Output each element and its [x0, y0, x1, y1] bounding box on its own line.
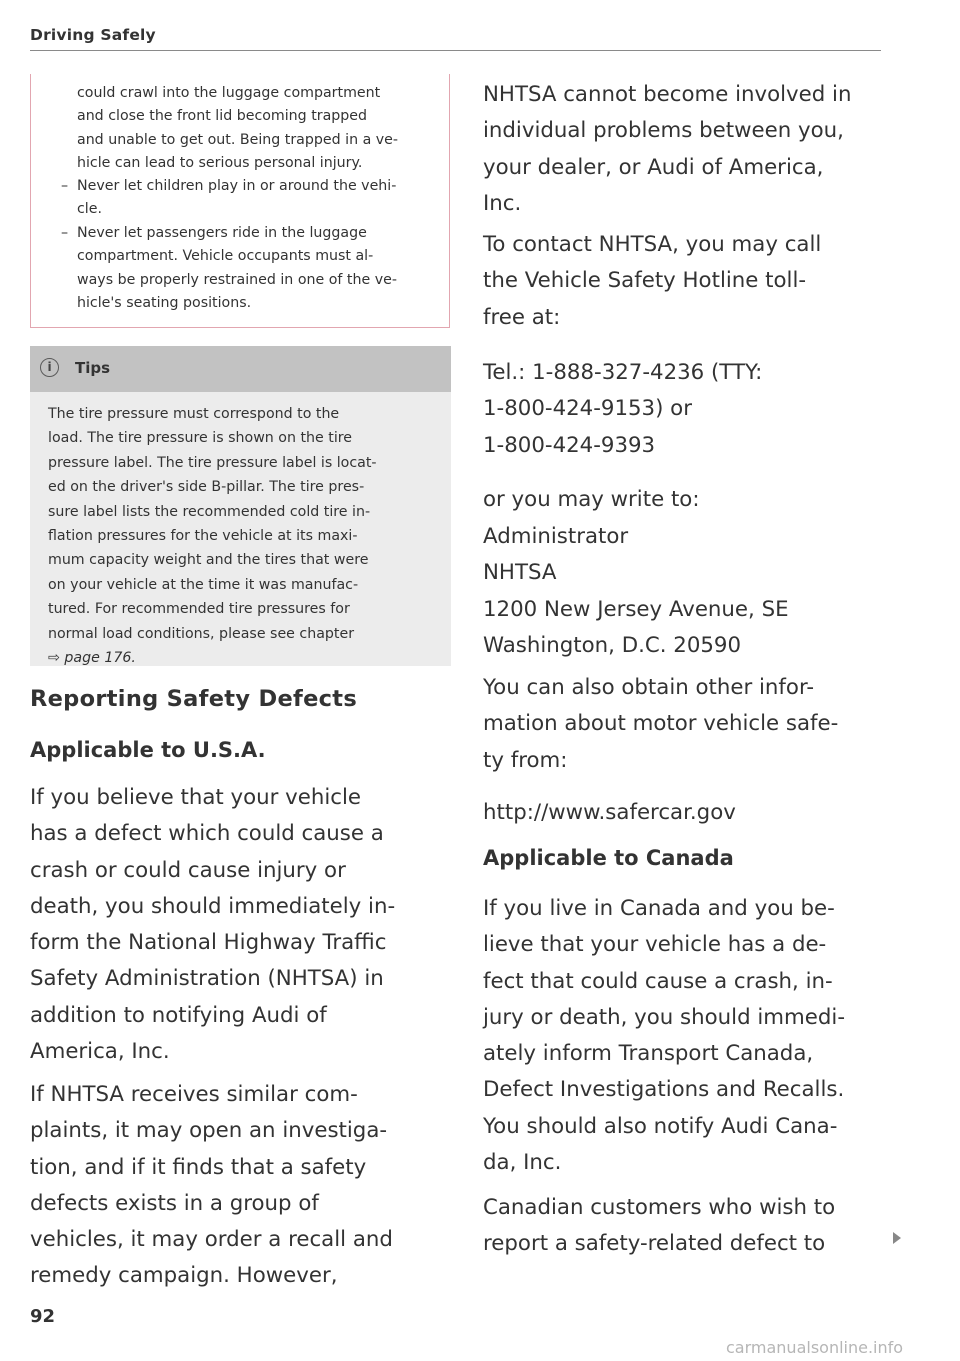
text-line: America, Inc.	[30, 1039, 170, 1065]
text-line: form the National Highway Traffic	[30, 930, 387, 956]
tips-title: Tips	[75, 359, 111, 377]
info-icon: i	[40, 358, 59, 377]
text-line: compartment. Vehicle occupants must al-	[77, 248, 374, 265]
text-line: Never let children play in or around the vehi-	[77, 178, 397, 194]
text-line: fect that could cause a crash, in-	[483, 968, 833, 994]
text-line: jury or death, you should immedi-	[483, 1004, 846, 1030]
text-line: da, Inc.	[483, 1150, 562, 1176]
text-line: Inc.	[483, 190, 522, 216]
warning-list-item	[61, 175, 441, 222]
section-title: Driving Safely	[30, 26, 156, 44]
text-line: To contact NHTSA, you may call	[483, 232, 822, 257]
left-paragraph-2	[30, 1077, 450, 1295]
text-line: ways be properly restrained in one of the ve-	[77, 271, 397, 288]
text-line: ed on the driver's side B-pillar. The tire pres-	[48, 479, 365, 496]
text-line: your dealer, or Audi of America,	[483, 154, 824, 180]
text-line: addition to notifying Audi of	[30, 1002, 327, 1028]
text-line: Administrator	[483, 524, 629, 549]
text-line: flation pressures for the vehicle at its maxi-	[48, 528, 358, 545]
text-line: 1-800-424-9393	[483, 432, 656, 458]
left-paragraph-1	[30, 780, 450, 1070]
text-line: hicle's seating positions.	[77, 294, 252, 311]
text-line: NHTSA	[483, 560, 557, 586]
text-line: mation about motor vehicle safe-	[483, 711, 839, 737]
text-line: You can also obtain other infor-	[483, 675, 815, 700]
right-paragraph-address	[483, 519, 893, 664]
list-dash: –	[61, 225, 69, 241]
text-line: You should also notify Audi Cana-	[483, 1113, 838, 1139]
right-paragraph-url	[483, 795, 893, 831]
text-line: mum capacity weight and the tires that were	[48, 552, 369, 569]
running-header	[30, 24, 881, 51]
text-line: and unable to get out. Being trapped in a ve-	[77, 131, 399, 148]
right-paragraph-customers	[483, 1190, 893, 1263]
text-line: report a safety-related defect to	[483, 1231, 826, 1257]
text-line: could crawl into the luggage compartment	[77, 85, 381, 101]
text-line: pressure label. The tire pressure label is locat-	[48, 454, 377, 471]
text-line: Defect Investigations and Recalls.	[483, 1077, 845, 1103]
text-line: has a defect which could cause a	[30, 821, 384, 847]
tips-box	[30, 346, 451, 666]
text-line: individual problems between you,	[483, 118, 844, 144]
right-paragraph-write	[483, 482, 893, 518]
text-line: cle.	[77, 201, 102, 218]
text-line: If you live in Canada and you be-	[483, 896, 835, 921]
text-line: Never let passengers ride in the luggage	[77, 225, 367, 241]
tips-body	[48, 402, 443, 670]
right-paragraph-phone	[483, 355, 893, 464]
text-line: free at:	[483, 304, 561, 330]
page-reference-link[interactable]: ⇨ page 176.	[48, 650, 136, 667]
text-line: crash or could cause injury or	[30, 857, 346, 883]
text-line: normal load conditions, please see chapter	[48, 625, 355, 642]
right-paragraph-canada	[483, 891, 893, 1181]
text-line: vehicles, it may order a recall and	[30, 1227, 393, 1253]
text-line: the Vehicle Safety Hotline toll-	[483, 268, 807, 294]
text-line: ately inform Transport Canada,	[483, 1041, 814, 1067]
url-link[interactable]: http://www.safercar.gov	[483, 800, 736, 825]
subheading-canada: Applicable to Canada	[483, 846, 734, 870]
text-line: Canadian customers who wish to	[483, 1195, 836, 1220]
text-line: The tire pressure must correspond to the	[48, 406, 340, 422]
text-line: defects exists in a group of	[30, 1190, 319, 1216]
right-paragraph-1	[483, 77, 893, 222]
text-line: Tel.: 1-888-327-4236 (TTY:	[483, 360, 763, 385]
text-line: or you may write to:	[483, 487, 700, 512]
right-paragraph-info	[483, 670, 893, 779]
text-line: death, you should immediately in-	[30, 893, 396, 919]
text-line: tured. For recommended tire pressures for	[48, 601, 350, 618]
text-line: tion, and if it finds that a safety	[30, 1154, 367, 1180]
text-line: If you believe that your vehicle	[30, 785, 362, 810]
text-line: NHTSA cannot become involved in	[483, 82, 852, 107]
text-line: remedy campaign. However,	[30, 1263, 338, 1289]
warning-list-item	[61, 222, 441, 315]
continue-arrow-icon	[893, 1232, 901, 1244]
text-line: sure label lists the recommended cold tire in-	[48, 503, 371, 520]
right-paragraph-2	[483, 227, 893, 336]
warning-paragraph	[77, 82, 437, 175]
text-line: hicle can lead to serious personal injury.	[77, 154, 363, 171]
section-heading: Reporting Safety Defects	[30, 686, 358, 712]
text-line: 1200 New Jersey Avenue, SE	[483, 596, 789, 622]
text-line: Safety Administration (NHTSA) in	[30, 966, 384, 992]
text-line: plaints, it may open an investiga-	[30, 1118, 388, 1144]
text-line: load. The tire pressure is shown on the tire	[48, 430, 353, 447]
list-dash: –	[61, 178, 69, 194]
text-line: ty from:	[483, 747, 568, 773]
text-line: 1-800-424-9153) or	[483, 396, 692, 422]
warning-box	[30, 74, 450, 328]
text-line: and close the front lid becoming trapped	[77, 108, 368, 125]
text-line: If NHTSA receives similar com-	[30, 1082, 358, 1107]
text-line: Washington, D.C. 20590	[483, 632, 742, 658]
watermark: carmanualsonline.info	[726, 1338, 904, 1357]
text-line: on your vehicle at the time it was manufac-	[48, 576, 359, 593]
tips-header	[30, 346, 451, 392]
page-number: 92	[30, 1306, 56, 1327]
subheading-usa: Applicable to U.S.A.	[30, 738, 266, 762]
text-line: lieve that your vehicle has a de-	[483, 932, 827, 958]
